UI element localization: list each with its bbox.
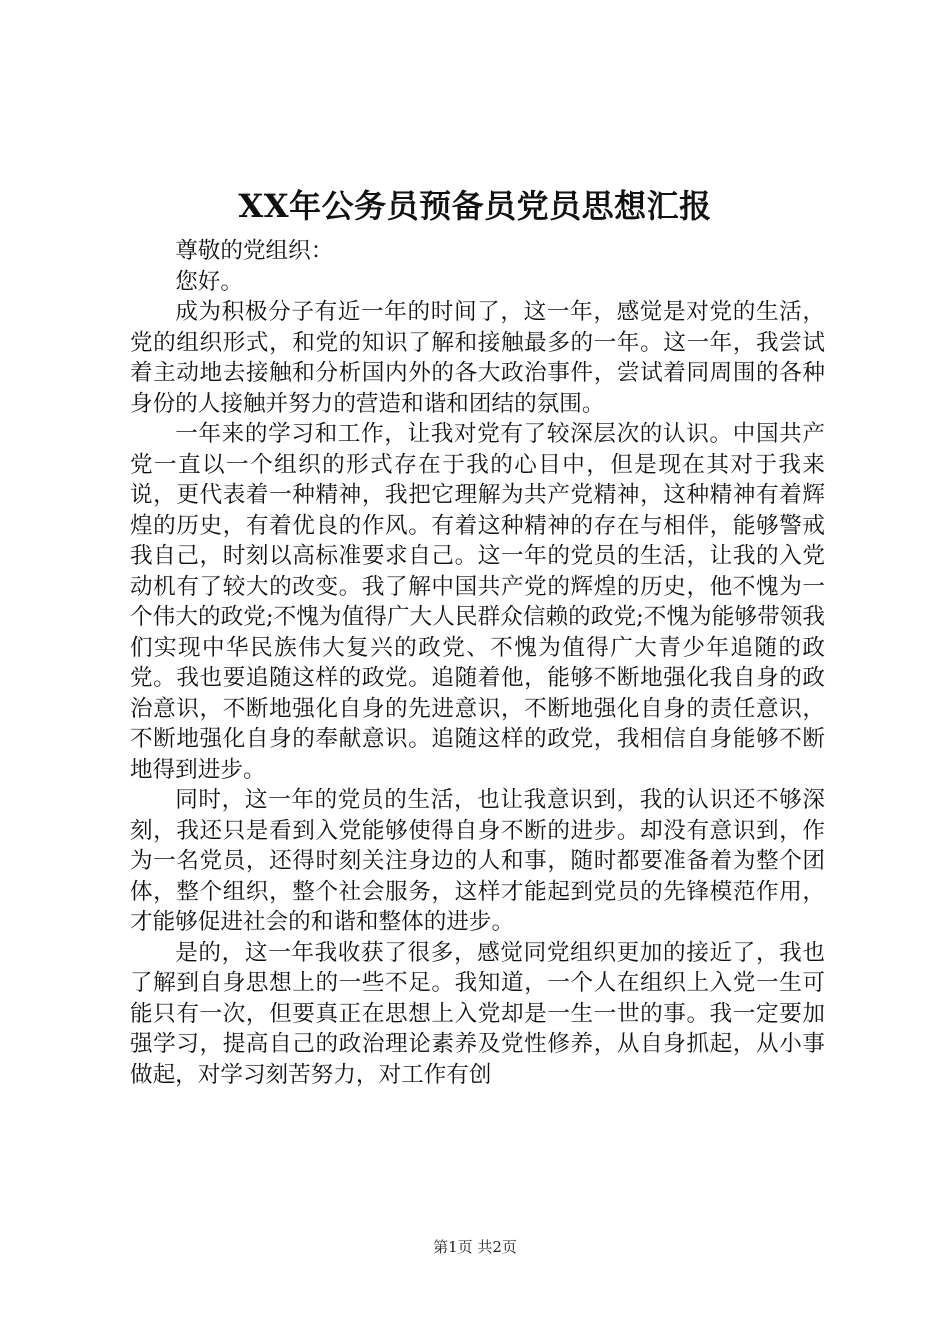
body-paragraph: 同时，这一年的党员的生活，也让我意识到，我的认识还不够深刻，我还只是看到入党能够使得自身不断的进步。却没有意识到，作为一名党员，还得时刻关注身边的人和事，随时都要准备着为整个团体，整个组织，整个社会服务，这样才能起到党员的先锋模范作用，才能够促进社会的和谐和整体的进步。 bbox=[130, 787, 825, 935]
salutation: 尊敬的党组织： bbox=[175, 238, 334, 264]
document-title: XX年公务员预备员党员思想汇报 bbox=[238, 187, 712, 225]
body-paragraph: 一年来的学习和工作，让我对党有了较深层次的认识。中国共产党一直以一个组织的形式存在于我的心目中，但是现在其对于我来说，更代表着一种精神，我把它理解为共产党精神，这种精神有着辉煌的历史，有着优良的作风。有着这种精神的存在与相伴，能够警戒我自己，时刻以高标准要求自己。这一年的党员的生活，让我的入党动机有了较大的改变。我了解中国共产党的辉煌的历史，他不愧为一个伟大的政党;不愧为值得广大人民群众信赖的政党;不愧为能够带领我们实现中华民族伟大复兴的政党、不愧为值得广大青少年追随的政党。我也要追随这样的政党。追随着他，能够不断地强化我自身的政治意识，不断地强化自身的先进意识，不断地强化自身的责任意识，不断地强化自身的奉献意识。追随这样的政党，我相信自身能够不断地得到进步。 bbox=[130, 421, 825, 783]
page-footer: 第1页 共2页 bbox=[433, 1238, 517, 1256]
document-body bbox=[130, 236, 825, 1090]
body-paragraph: 是的，这一年我收获了很多，感觉同党组织更加的接近了，我也了解到自身思想上的一些不足。我知道，一个人在组织上入党一生可能只有一次，但要真正在思想上入党却是一生一世的事。我一定要加强学习，提高自己的政治理论素养及党性修养，从自身抓起，从小事做起，对学习刻苦努力，对工作有创 bbox=[130, 939, 825, 1088]
greeting: 您好。 bbox=[175, 268, 243, 295]
body-paragraph: 成为积极分子有近一年的时间了，这一年，感觉是对党的生活，党的组织形式，和党的知识了解和接触最多的一年。这一年，我尝试着主动地去接触和分析国内外的各大政治事件，尝试着同周围的各种身份的人接触并努力的营造和谐和团结的氛围。 bbox=[130, 299, 825, 417]
